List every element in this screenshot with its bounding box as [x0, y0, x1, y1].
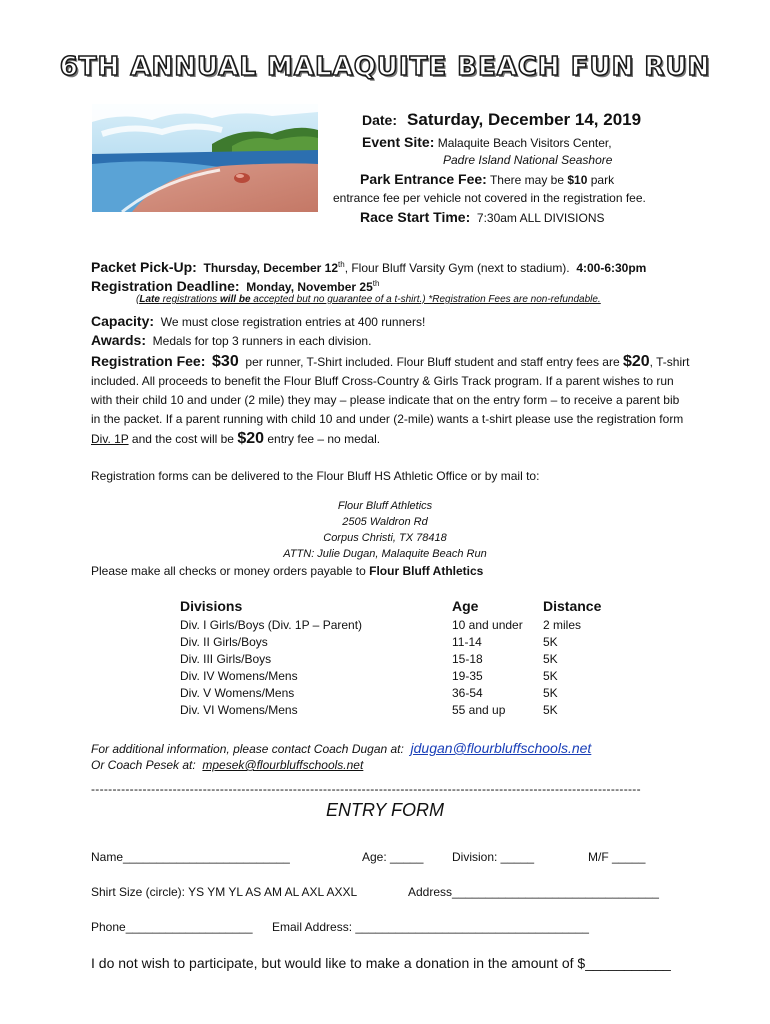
address-field[interactable]: Address_______________________________ — [408, 885, 659, 899]
race-start — [360, 209, 605, 225]
reg-fee-t1: per runner, T-Shirt included. Flour Bluff student and staff entry fees are — [245, 355, 620, 369]
fee-label: Park Entrance Fee: — [360, 171, 487, 187]
packet-sup: th — [338, 260, 345, 269]
site-value: Malaquite Beach Visitors Center, — [437, 136, 612, 150]
table-row — [180, 686, 601, 703]
delivery-text: Registration forms can be delivered to the Flour Bluff HS Athletic Office or by mail to: — [91, 469, 540, 483]
cell: Div. III Girls/Boys — [180, 652, 272, 666]
cell: 11-14 — [452, 635, 482, 649]
deadline-label: Registration Deadline: — [91, 278, 240, 294]
cell: 5K — [543, 652, 558, 666]
payable-name: Flour Bluff Athletics — [369, 564, 484, 578]
address-line: ATTN: Julie Dugan, Malaquite Beach Run — [283, 548, 487, 560]
fee-text: There may be — [489, 173, 565, 187]
event-site — [362, 134, 612, 150]
address-line: 2505 Waldron Rd — [342, 516, 428, 528]
date-value: Saturday, December 14, 2019 — [407, 110, 642, 129]
race-label: Race Start Time: — [360, 209, 471, 225]
awards-label: Awards: — [91, 332, 146, 348]
division-field[interactable]: Division: _____ — [452, 850, 535, 864]
late-t2: accepted but no guarantee of a t-shirt.) *Registration Fees are non-refundable. — [250, 294, 601, 305]
name-field[interactable]: Name_________________________ — [91, 850, 290, 864]
packet-location: , Flour Bluff Varsity Gym (next to stadium). — [344, 261, 570, 275]
fee-amount: $10 — [567, 173, 588, 187]
date-label: Date: — [362, 112, 398, 128]
cell: 10 and under — [452, 618, 523, 632]
fee-text-2: park — [590, 173, 615, 187]
email-link-pesek[interactable]: mpesek@flourbluffschools.net — [202, 758, 364, 772]
capacity — [91, 313, 425, 331]
registration-fee — [91, 352, 691, 449]
div-1p-text: Div. 1P — [91, 432, 129, 446]
cell: 5K — [543, 669, 558, 683]
registration-deadline — [91, 275, 379, 296]
shirt-size-field[interactable]: Shirt Size (circle): YS YM YL AS AM AL AXL AXXL — [91, 885, 358, 899]
contact-text-1: For additional information, please contact Coach Dugan at: — [91, 742, 404, 756]
packet-date: Thursday, December 12 — [203, 261, 339, 275]
cell: 55 and up — [452, 703, 506, 717]
entry-form-title: ENTRY FORM — [325, 800, 444, 820]
mailing-address — [0, 498, 770, 562]
payable-prefix: Please make all checks or money orders payable to — [91, 564, 370, 578]
phone-field[interactable]: Phone___________________ — [91, 920, 253, 934]
late-t1: registrations — [159, 294, 220, 305]
cell: 5K — [543, 703, 558, 717]
event-date — [362, 110, 641, 130]
deadline-date: Monday, November 25 — [246, 280, 373, 294]
cell: 36-54 — [452, 686, 483, 700]
reg-fee-amount3: $20 — [237, 430, 265, 447]
address-line: Flour Bluff Athletics — [337, 500, 433, 512]
cell: Div. I Girls/Boys (Div. 1P – Parent) — [180, 618, 363, 632]
late-note: (Late registrations will be accepted but no guarantee of a t-shirt.) *Registration Fees are non-refundable. — [136, 294, 601, 305]
cell: 15-18 — [452, 652, 483, 666]
cell: 5K — [543, 686, 558, 700]
park-fee — [360, 171, 614, 187]
site-value-2: Padre Island National Seashore — [443, 153, 613, 167]
cell: Div. II Girls/Boys — [180, 635, 268, 649]
table-row — [180, 635, 601, 652]
late-word: Late — [139, 294, 160, 305]
col-divisions: Divisions — [180, 598, 243, 614]
donation-field[interactable]: I do not wish to participate, but would like to make a donation in the amount of $___________ — [91, 955, 671, 971]
cell: 2 miles — [543, 618, 582, 632]
site-label: Event Site: — [362, 134, 435, 150]
divisions-table — [180, 598, 601, 720]
cell: 5K — [543, 635, 558, 649]
contact-text-2: Or Coach Pesek at: — [91, 758, 196, 772]
capacity-text: We must close registration entries at 400 runners! — [160, 315, 426, 329]
reg-fee-amount: $30 — [212, 353, 239, 370]
table-row — [180, 618, 601, 635]
cell: Div. VI Womens/Mens — [180, 703, 298, 717]
page-title: 6TH ANNUAL MALAQUITE BEACH FUN RUN — [59, 52, 711, 82]
age-field[interactable]: Age: _____ — [362, 850, 424, 864]
contact-line-1 — [91, 740, 591, 756]
col-age: Age — [452, 598, 479, 614]
awards — [91, 332, 371, 350]
late-will-be: will be — [219, 294, 251, 305]
race-value: 7:30am ALL DIVISIONS — [476, 211, 605, 225]
awards-text: Medals for top 3 runners in each division. — [152, 334, 372, 348]
reg-fee-label: Registration Fee: — [91, 353, 206, 369]
gender-field[interactable]: M/F _____ — [588, 850, 646, 864]
contact-line-2 — [91, 758, 363, 772]
beach-illustration — [92, 104, 318, 212]
reg-fee-t4: entry fee – no medal. — [264, 432, 381, 446]
cell: Div. IV Womens/Mens — [180, 669, 298, 683]
email-field[interactable]: Email Address: ___________________________________ — [272, 920, 589, 934]
email-link-dugan[interactable]: jdugan@flourbluffschools.net — [410, 740, 592, 756]
payable-text — [91, 563, 483, 580]
fee-text-3: entrance fee per vehicle not covered in the registration fee. — [333, 191, 646, 205]
address-line: Corpus Christi, TX 78418 — [323, 532, 447, 544]
packet-label: Packet Pick-Up: — [91, 259, 197, 275]
table-row — [180, 652, 601, 669]
packet-pickup — [91, 256, 646, 277]
reg-fee-amount2: $20 — [622, 353, 650, 370]
cell: Div. V Womens/Mens — [180, 686, 295, 700]
reg-fee-t3: and the cost will be — [128, 432, 238, 446]
capacity-label: Capacity: — [91, 313, 155, 329]
table-row — [180, 669, 601, 686]
reg-fee-t2: , T-shirt included. All proceeds to benefit the Flour Bluff Cross-Country & Girls Track program. If a parent wishes to run with their child 10 and under (2 mile) they may – please indicate that on the entry form – to receive a parent bib in the packet. If a parent running with child 10 and under (2-mile) wants a t-shirt please use the registration form — [91, 355, 690, 426]
table-header-row — [180, 598, 601, 618]
cut-line-separator: -------------------------------------------------------------------------------------------------------------------------------- — [91, 782, 641, 796]
packet-time: 4:00-6:30pm — [576, 261, 647, 275]
table-row — [180, 703, 601, 720]
col-distance: Distance — [543, 598, 602, 614]
deadline-sup: th — [372, 279, 380, 288]
cell: 19-35 — [452, 669, 483, 683]
